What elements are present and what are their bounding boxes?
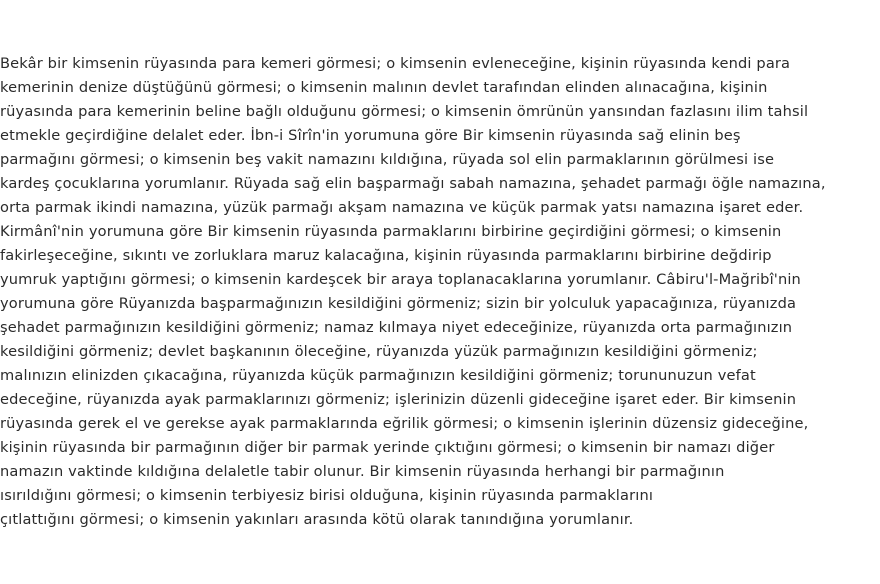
paragraph-line: rüyasında para kemerinin beline bağlı olduğunu görmesi; o kimsenin ömrünün yansından fazlasını ilim tahsil (0, 103, 809, 120)
paragraph-line: etmekle geçirdiğine delalet eder. İbn-i Sîrîn'in yorumuna göre Bir kimsenin rüyasında sağ elinin beş (0, 127, 741, 144)
paragraph-line: ısırıldığını görmesi; o kimsenin terbiyesiz birisi olduğuna, kişinin rüyasında parmaklarını (0, 487, 654, 504)
paragraph-line: Bekâr bir kimsenin rüyasında para kemeri görmesi; o kimsenin evleneceğine, kişinin rüyasında kendi para (0, 55, 791, 72)
paragraph-line: kesildiğini görmeniz; devlet başkanının öleceğine, rüyanızda yüzük parmağınızın kesildiğini görmeniz; (0, 343, 758, 360)
article-paragraph (0, 52, 870, 532)
paragraph-line: Kirmânî'nin yorumuna göre Bir kimsenin rüyasında parmaklarını birbirine geçirdiğini görmesi; o kimsenin (0, 223, 782, 240)
paragraph-line: çıtlattığını görmesi; o kimsenin yakınları arasında kötü olarak tanındığına yorumlanır. (0, 511, 634, 528)
paragraph-line: kemerinin denize düştüğünü görmesi; o kimsenin malının devlet tarafından elinden alınacağına, kişinin (0, 79, 768, 96)
paragraph-line: yorumuna göre Rüyanızda başparmağınızın kesildiğini görmeniz; sizin bir yolculuk yapacağınıza, rüyanızda (0, 295, 797, 312)
paragraph-line: namazın vaktinde kıldığına delaletle tabir olunur. Bir kimsenin rüyasında herhangi bir parmağının (0, 463, 725, 480)
paragraph-line: kişinin rüyasında bir parmağının diğer bir parmak yerinde çıktığını görmesi; o kimsenin bir namazı diğer (0, 439, 775, 456)
paragraph-line: orta parmak ikindi namazına, yüzük parmağı akşam namazına ve küçük parmak yatsı namazına işaret eder. (0, 199, 804, 216)
paragraph-line: parmağını görmesi; o kimsenin beş vakit namazını kıldığına, rüyada sol elin parmaklarının görülmesi ise (0, 151, 775, 168)
paragraph-line: edeceğine, rüyanızda ayak parmaklarınızı görmeniz; işlerinizin düzenli gideceğine işaret eder. Bir kimsenin (0, 391, 797, 408)
paragraph-line: malınızın elinizden çıkacağına, rüyanızda küçük parmağınızın kesildiğini görmeniz; torununuzun vefat (0, 367, 756, 384)
paragraph-line: rüyasında gerek el ve gerekse ayak parmaklarında eğrilik görmesi; o kimsenin işlerinin düzensiz gideceğine, (0, 415, 809, 432)
paragraph-line: şehadet parmağınızın kesildiğini görmeniz; namaz kılmaya niyet edeceğinize, rüyanızda orta parmağınızın (0, 319, 793, 336)
paragraph-line: yumruk yaptığını görmesi; o kimsenin kardeşcek bir araya toplanacaklarına yorumlanır. Câbiru'l-Mağribî'nin (0, 271, 801, 288)
paragraph-line: fakirleşeceğine, sıkıntı ve zorluklara maruz kalacağına, kişinin rüyasında parmaklarını birbirine değdirip (0, 247, 772, 264)
paragraph-line: kardeş çocuklarına yorumlanır. Rüyada sağ elin başparmağı sabah namazına, şehadet parmağı öğle namazına, (0, 175, 826, 192)
